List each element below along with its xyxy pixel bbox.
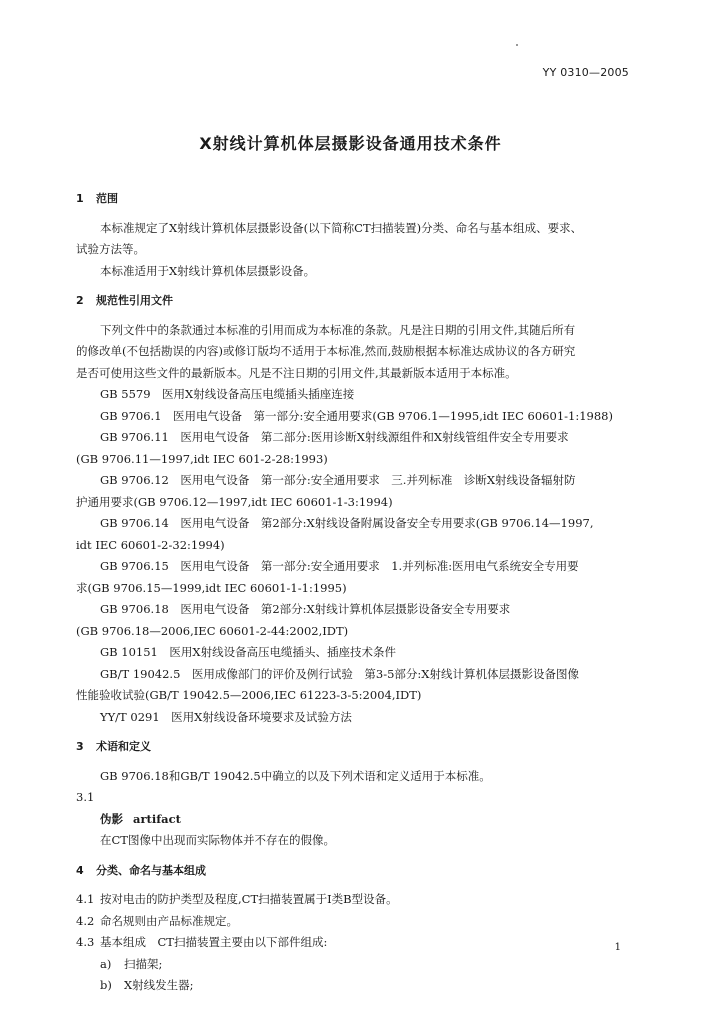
clause-text: 命名规则由产品标准规定。 [100, 913, 238, 928]
clause-4-2 [76, 911, 630, 933]
paragraph-line: 本标准规定了X射线计算机体层摄影设备(以下简称CT扫描装置)分类、命名与基本组成、要求、 [100, 220, 583, 235]
paragraph-line: 本标准适用于X射线计算机体层摄影设备。 [100, 263, 316, 278]
paragraph-line: 试验方法等。 [76, 242, 145, 256]
clause-number: 4.1 [76, 892, 95, 906]
section-number: 4 [76, 863, 84, 877]
reference-entry: GB 9706.18 医用电气设备 第2部分:X射线计算机体层摄影设备安全专用要求 [100, 602, 511, 616]
section-heading-2 [76, 290, 630, 312]
subclause-number: 3.1 [76, 790, 95, 804]
clause-text: 基本组成 CT扫描装置主要由以下部件组成: [100, 935, 328, 949]
reference-entry-continued: 求(GB 9706.15—1999,idt IEC 60601-1-1:1995) [76, 580, 347, 595]
list-item-text: X射线发生器; [124, 978, 194, 992]
section-title: 规范性引用文件 [96, 294, 173, 307]
reference-entry-continued: 性能验收试验(GB/T 19042.5—2006,IEC 61223-3-5:2004,IDT) [76, 688, 422, 702]
section-heading-4 [76, 860, 630, 882]
standard-id: YY 0310—2005 [542, 66, 629, 79]
term-english: artifact [133, 811, 181, 826]
section-heading-1 [76, 188, 630, 210]
list-item-label: a) [100, 956, 112, 971]
clause-4-3 [76, 932, 630, 954]
reference-entry: YY/T 0291 医用X射线设备环境要求及试验方法 [100, 709, 352, 724]
reference-entry: GB/T 19042.5 医用成像部门的评价及例行试验 第3-5部分:X射线计算机体层摄影设备图像 [100, 666, 579, 681]
section-title: 分类、命名与基本组成 [96, 863, 206, 877]
clause-text: 按对电击的防护类型及程度,CT扫描装置属于I类B型设备。 [100, 892, 398, 906]
paragraph-line: 下列文件中的条款通过本标准的引用而成为本标准的条款。凡是注日期的引用文件,其随后所有 [100, 322, 576, 337]
reference-entry: GB 9706.11 医用电气设备 第二部分:医用诊断X射线源组件和X射线管组件安全专用要求 [100, 430, 569, 444]
paragraph-line: 的修改单(不包括勘误的内容)或修订版均不适用于本标准,然而,鼓励根据本标准达成协议的各方研究 [76, 344, 576, 358]
reference-entry: GB 9706.1 医用电气设备 第一部分:安全通用要求(GB 9706.1—1995,idt IEC 60601-1:1988) [100, 408, 613, 423]
document-body [76, 188, 630, 997]
term-entry [76, 809, 630, 831]
section-number: 3 [76, 740, 84, 753]
term-chinese: 伪影 [100, 811, 123, 826]
paragraph-line: 是否可使用这些文件的最新版本。凡是不注日期的引用文件,其最新版本适用于本标准。 [76, 365, 517, 380]
document-title: X射线计算机体层摄影设备通用技术条件 [199, 134, 502, 153]
reference-entry-continued: 护通用要求(GB 9706.12—1997,idt IEC 60601-1-3:1994) [76, 494, 393, 509]
reference-entry: GB 9706.12 医用电气设备 第一部分:安全通用要求 三.并列标准 诊断X射线设备辐射防 [100, 473, 576, 487]
scan-speck [516, 44, 518, 46]
reference-entry-continued: idt IEC 60601-2-32:1994) [76, 537, 225, 552]
reference-entry: GB 9706.14 医用电气设备 第2部分:X射线设备附属设备安全专用要求(GB 9706.14—1997, [100, 516, 594, 530]
paragraph-line: GB 9706.18和GB/T 19042.5中确立的以及下列术语和定义适用于本标准。 [100, 768, 491, 783]
clause-4-1 [76, 889, 630, 911]
section-number: 1 [76, 192, 84, 205]
section-number: 2 [76, 294, 84, 307]
reference-entry-continued: (GB 9706.18—2006,IEC 60601-2-44:2002,IDT) [76, 623, 349, 638]
clause-number: 4.3 [76, 935, 95, 949]
reference-entry: GB 10151 医用X射线设备高压电缆插头、插座技术条件 [100, 645, 397, 659]
list-item-text: 扫描架; [124, 956, 163, 971]
page-number: 1 [614, 942, 621, 953]
section-title: 术语和定义 [96, 740, 151, 753]
reference-entry: GB 9706.15 医用电气设备 第一部分:安全通用要求 1.并列标准:医用电气系统安全专用要 [100, 559, 579, 573]
reference-entry-continued: (GB 9706.11—1997,idt IEC 601-2-28:1993) [76, 451, 328, 466]
reference-entry: GB 5579 医用X射线设备高压电缆插头插座连接 [100, 387, 355, 401]
list-item [76, 975, 630, 997]
term-definition: 在CT图像中出现而实际物体并不存在的假像。 [100, 833, 335, 847]
section-title: 范围 [96, 192, 118, 205]
list-item [76, 954, 630, 976]
clause-number: 4.2 [76, 913, 95, 928]
list-item-label: b) [100, 978, 112, 992]
section-heading-3 [76, 736, 630, 758]
